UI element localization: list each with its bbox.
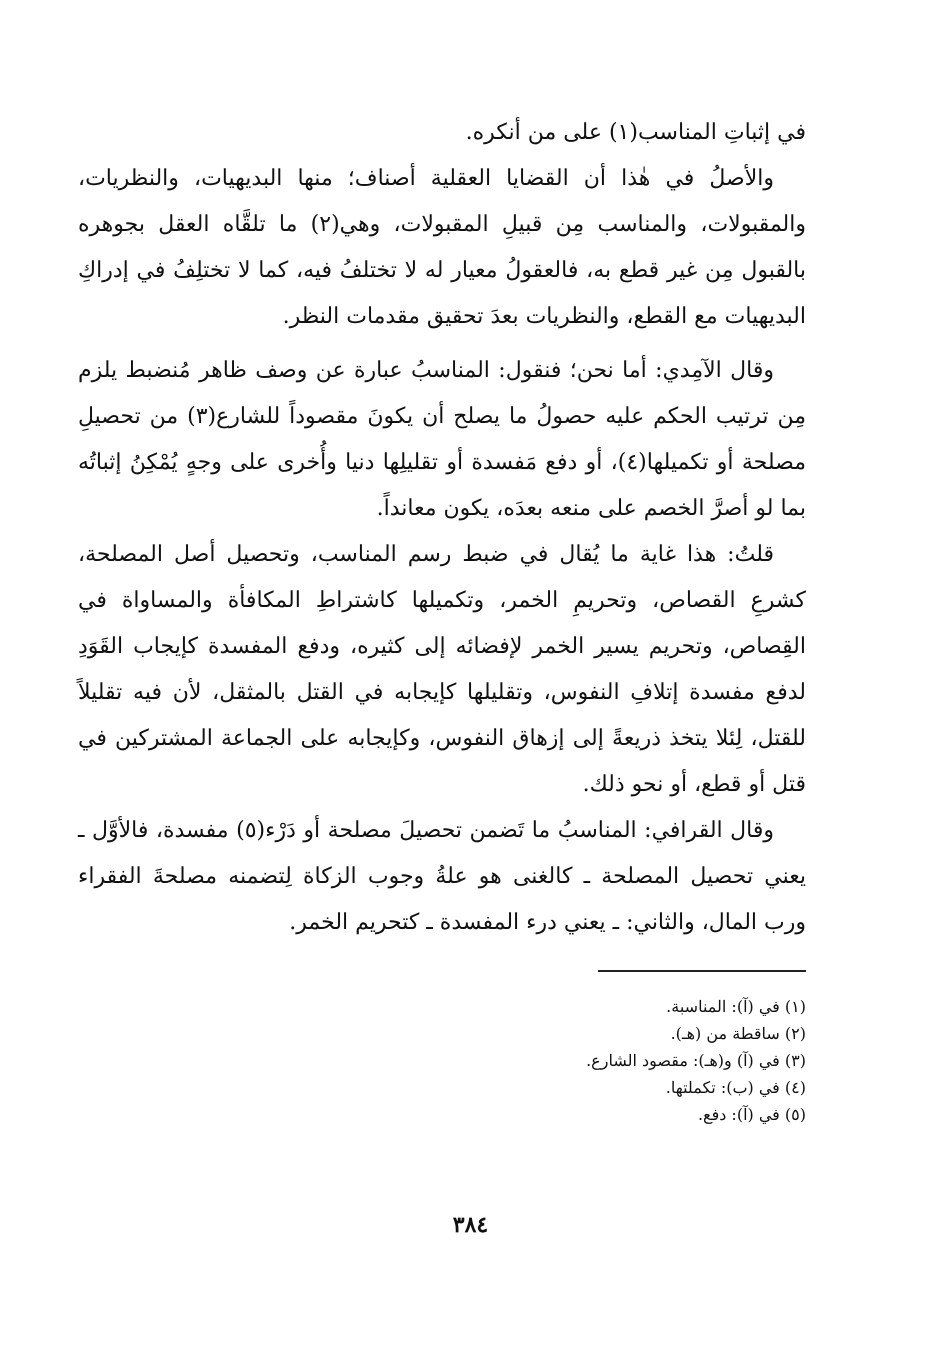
footnote-4: (٤) في (ب): تكملتها. (665, 1078, 806, 1097)
footnote-2: (٢) ساقطة من (هـ). (670, 1024, 806, 1043)
paragraph-4: قلتُ: هذا غاية ما يُقال في ضبط رسم المناسب، وتحصيل أصل المصلحة، كشرعِ القصاص، وتحريمِ الخمر، وتكميلها كاشتراطِ المكافأة والمساواة في القِصاص، وتحريم يسير الخمر لإفضائه إلى كثيره، ودفع المفسدة كإيجاب القَوَدِ لدفع مفسدة إتلافِ النفوس، وتقليلها كإيجابه في القتل بالمثقل، لأن فيه تقليلاً للقتل، لِئلا يتخذ ذريعةً إلى إزهاق النفوس، وكإيجابه على الجماعة المشتركين في قتل أو قطع، أو نحو ذلك. (78, 542, 806, 797)
footnote-1: (١) في (آ): المناسبة. (666, 997, 806, 1016)
footnote-3: (٣) في (آ) و(هـ): مقصود الشارع. (586, 1051, 806, 1070)
paragraph-2: والأصلُ في هٰذا أن القضايا العقلية أصناف؛ منها البديهيات، والنظريات، والمقبولات، والمناسب مِن قبيلِ المقبولات، وهي(٢) ما تلقَّاه العقل بجوهره بالقبول مِن غير قطع به، فالعقولُ معيار له لا تختلفُ فيه، كما لا تختلِفُ في إدراكِ البديهيات مع القطع، والنظريات بعدَ تحقيق مقدمات النظر. (78, 166, 806, 329)
page-number: ٣٨٤ (452, 1212, 489, 1238)
main-text (78, 110, 806, 946)
paragraph-5: وقال القرافي: المناسبُ ما تَضمن تحصيلَ مصلحة أو دَرْء(٥) مفسدة، فالأوَّل ـ يعني تحصيل المصلحة ـ كالغنى هو علةُ وجوب الزكاة لِتضمنه مصلحةَ الفقراء ورب المال، والثاني: ـ يعني درء المفسدة ـ كتحريم الخمر. (78, 818, 807, 935)
paragraph-1: في إثباتِ المناسب(١) على من أنكره. (465, 120, 806, 145)
paragraph-3: وقال الآمِدي: أما نحن؛ فنقول: المناسبُ عبارة عن وصف ظاهر مُنضبط يلزم مِن ترتيب الحكم عليه حصولُ ما يصلح أن يكونَ مقصوداً للشارع(٣) من تحصيلِ مصلحة أو تكميلها(٤)، أو دفع مَفسدة أو تقليلِها دنيا وأُخرى على وجهٍ يُمْكِنُ إثباتُه بما لو أصرَّ الخصم على منعه بعدَه، يكون معانداً. (78, 358, 806, 521)
footnote-separator (598, 970, 806, 972)
footnotes (300, 993, 806, 1128)
footnote-5: (٥) في (آ): دفع. (697, 1105, 806, 1124)
